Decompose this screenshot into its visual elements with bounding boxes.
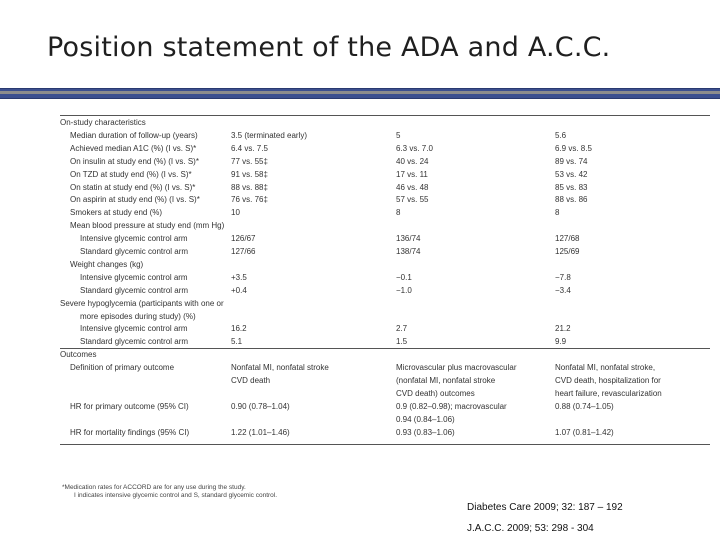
table-cell: (nonfatal MI, nonfatal stroke xyxy=(396,376,496,385)
table-row xyxy=(60,208,710,221)
table-cell: 1.5 xyxy=(396,337,408,347)
slide-title: Position statement of the ADA and A.C.C. xyxy=(47,32,611,63)
table-row xyxy=(60,376,710,389)
table-cell: 6.4 vs. 7.5 xyxy=(231,143,268,153)
table-cell: 127/66 xyxy=(231,247,256,256)
table-row xyxy=(60,260,710,273)
table-cell: 0.90 (0.78–1.04) xyxy=(231,401,290,411)
table-separator xyxy=(60,115,710,116)
table-row xyxy=(60,195,710,208)
table-row xyxy=(60,157,710,170)
table-cell: On aspirin at study end (%) (I vs. S)* xyxy=(70,195,200,205)
table-cell: Weight changes (kg) xyxy=(70,259,144,269)
table-row xyxy=(60,312,710,325)
table-cell: 76 vs. 76‡ xyxy=(231,195,268,205)
table-cell: 6.9 vs. 8.5 xyxy=(555,143,592,153)
reference-jacc: J.A.C.C. 2009; 53: 298 - 304 xyxy=(467,523,594,534)
table-row xyxy=(60,247,710,260)
footnote-line-1: *Medication rates for ACCORD are for any use during the study. xyxy=(62,484,246,491)
table-cell: 85 vs. 83 xyxy=(555,182,588,192)
table-cell: −0.1 xyxy=(396,272,412,282)
table-cell: −7.8 xyxy=(555,272,571,282)
table-bottom-rule xyxy=(60,444,710,445)
table-cell: On-study characteristics xyxy=(60,118,146,127)
table-cell: 46 vs. 48 xyxy=(396,182,429,192)
table-cell: 91 vs. 58‡ xyxy=(231,169,268,179)
table-row xyxy=(60,402,710,415)
reference-diabetes-care: Diabetes Care 2009; 32: 187 – 192 xyxy=(467,502,623,513)
table-cell: 136/74 xyxy=(396,234,421,244)
table-cell: Median duration of follow-up (years) xyxy=(70,130,198,140)
table-row xyxy=(60,183,710,196)
table-cell: Standard glycemic control arm xyxy=(80,285,189,295)
table-row xyxy=(60,389,710,402)
table-cell: Severe hypoglycemia (participants with one or xyxy=(60,298,224,308)
table-cell: heart failure, revascularization xyxy=(555,388,662,398)
table-cell: 0.88 (0.74–1.05) xyxy=(555,401,614,411)
table-cell: 3.5 (terminated early) xyxy=(231,130,308,140)
table-cell: CVD death, hospitalization for xyxy=(555,376,661,385)
table-cell: 1.07 (0.81–1.42) xyxy=(555,427,614,437)
table-cell: 8 xyxy=(396,208,401,218)
table-row xyxy=(60,350,710,363)
table-cell: 88 vs. 86 xyxy=(555,195,588,205)
table-cell: 17 vs. 11 xyxy=(396,169,428,179)
table-cell: Outcomes xyxy=(60,350,97,360)
table-cell: On insulin at study end (%) (I vs. S)* xyxy=(70,156,199,166)
table-cell: 1.22 (1.01–1.46) xyxy=(231,427,290,437)
table-cell: 77 vs. 55‡ xyxy=(231,156,268,166)
table-cell: Standard glycemic control arm xyxy=(80,247,189,256)
table-row xyxy=(60,221,710,234)
table-cell: 53 vs. 42 xyxy=(555,169,588,179)
table-cell: 0.93 (0.83–1.06) xyxy=(396,427,455,437)
table-cell: 10 xyxy=(231,208,240,218)
table-cell: On TZD at study end (%) (I vs. S)* xyxy=(70,169,192,179)
table-cell: 21.2 xyxy=(555,324,571,334)
table-cell: 9.9 xyxy=(555,337,567,347)
table-cell: 6.3 vs. 7.0 xyxy=(396,143,433,153)
table-cell: Smokers at study end (%) xyxy=(70,208,163,218)
table-cell: −3.4 xyxy=(555,285,571,295)
table-cell: 138/74 xyxy=(396,247,421,256)
table-row xyxy=(60,299,710,312)
table-footnote xyxy=(62,484,277,500)
table-cell: Mean blood pressure at study end (mm Hg) xyxy=(70,221,225,231)
table-separator xyxy=(60,348,710,349)
table-cell: Nonfatal MI, nonfatal stroke, xyxy=(555,363,656,373)
table-row xyxy=(60,363,710,376)
table-cell: 5 xyxy=(396,130,401,140)
table-cell: HR for mortality findings (95% CI) xyxy=(70,427,190,437)
table-row xyxy=(60,415,710,428)
table-cell: 8 xyxy=(555,208,560,218)
table-cell: 0.94 (0.84–1.06) xyxy=(396,414,455,424)
table-cell: 40 vs. 24 xyxy=(396,156,429,166)
table-cell: 127/68 xyxy=(555,234,580,244)
table-cell: 89 vs. 74 xyxy=(555,156,588,166)
table-row xyxy=(60,144,710,157)
table-cell: Intensive glycemic control arm xyxy=(80,234,188,244)
table-cell: more episodes during study) (%) xyxy=(80,311,196,321)
table-cell: CVD death xyxy=(231,376,271,385)
table-cell: On statin at study end (%) (I vs. S)* xyxy=(70,182,196,192)
table-cell: 88 vs. 88‡ xyxy=(231,182,268,192)
table-row xyxy=(60,234,710,247)
table-cell: 5.1 xyxy=(231,337,243,347)
table-cell: 126/67 xyxy=(231,234,256,244)
table-cell: HR for primary outcome (95% CI) xyxy=(70,401,189,411)
table-cell: Intensive glycemic control arm xyxy=(80,324,188,334)
table-cell: 2.7 xyxy=(396,324,408,334)
table-cell: CVD death) outcomes xyxy=(396,388,475,398)
table-cell: Definition of primary outcome xyxy=(70,363,175,373)
footnote-line-2: I indicates intensive glycemic control and S, standard glycemic control. xyxy=(74,492,278,499)
table-row xyxy=(60,273,710,286)
table-row xyxy=(60,428,710,441)
table-row xyxy=(60,118,710,131)
table-cell: 5.6 xyxy=(555,130,567,140)
table-cell: Achieved median A1C (%) (I vs. S)* xyxy=(70,143,197,153)
table-row xyxy=(60,286,710,299)
table-cell: +3.5 xyxy=(231,272,247,282)
table-cell: 57 vs. 55 xyxy=(396,195,429,205)
table-cell: 16.2 xyxy=(231,324,247,334)
table-row xyxy=(60,170,710,183)
table-cell: 0.9 (0.82–0.98); macrovascular xyxy=(396,401,507,411)
table-cell: Nonfatal MI, nonfatal stroke xyxy=(231,363,329,373)
table-cell: 125/69 xyxy=(555,247,580,256)
table-cell: −1.0 xyxy=(396,285,412,295)
title-divider-inner-line xyxy=(0,91,720,94)
table-cell: Intensive glycemic control arm xyxy=(80,272,188,282)
table-cell: +0.4 xyxy=(231,285,247,295)
table-cell: Microvascular plus macrovascular xyxy=(396,363,517,373)
table-row xyxy=(60,324,710,337)
table-row xyxy=(60,131,710,144)
table-cell: Standard glycemic control arm xyxy=(80,337,189,347)
